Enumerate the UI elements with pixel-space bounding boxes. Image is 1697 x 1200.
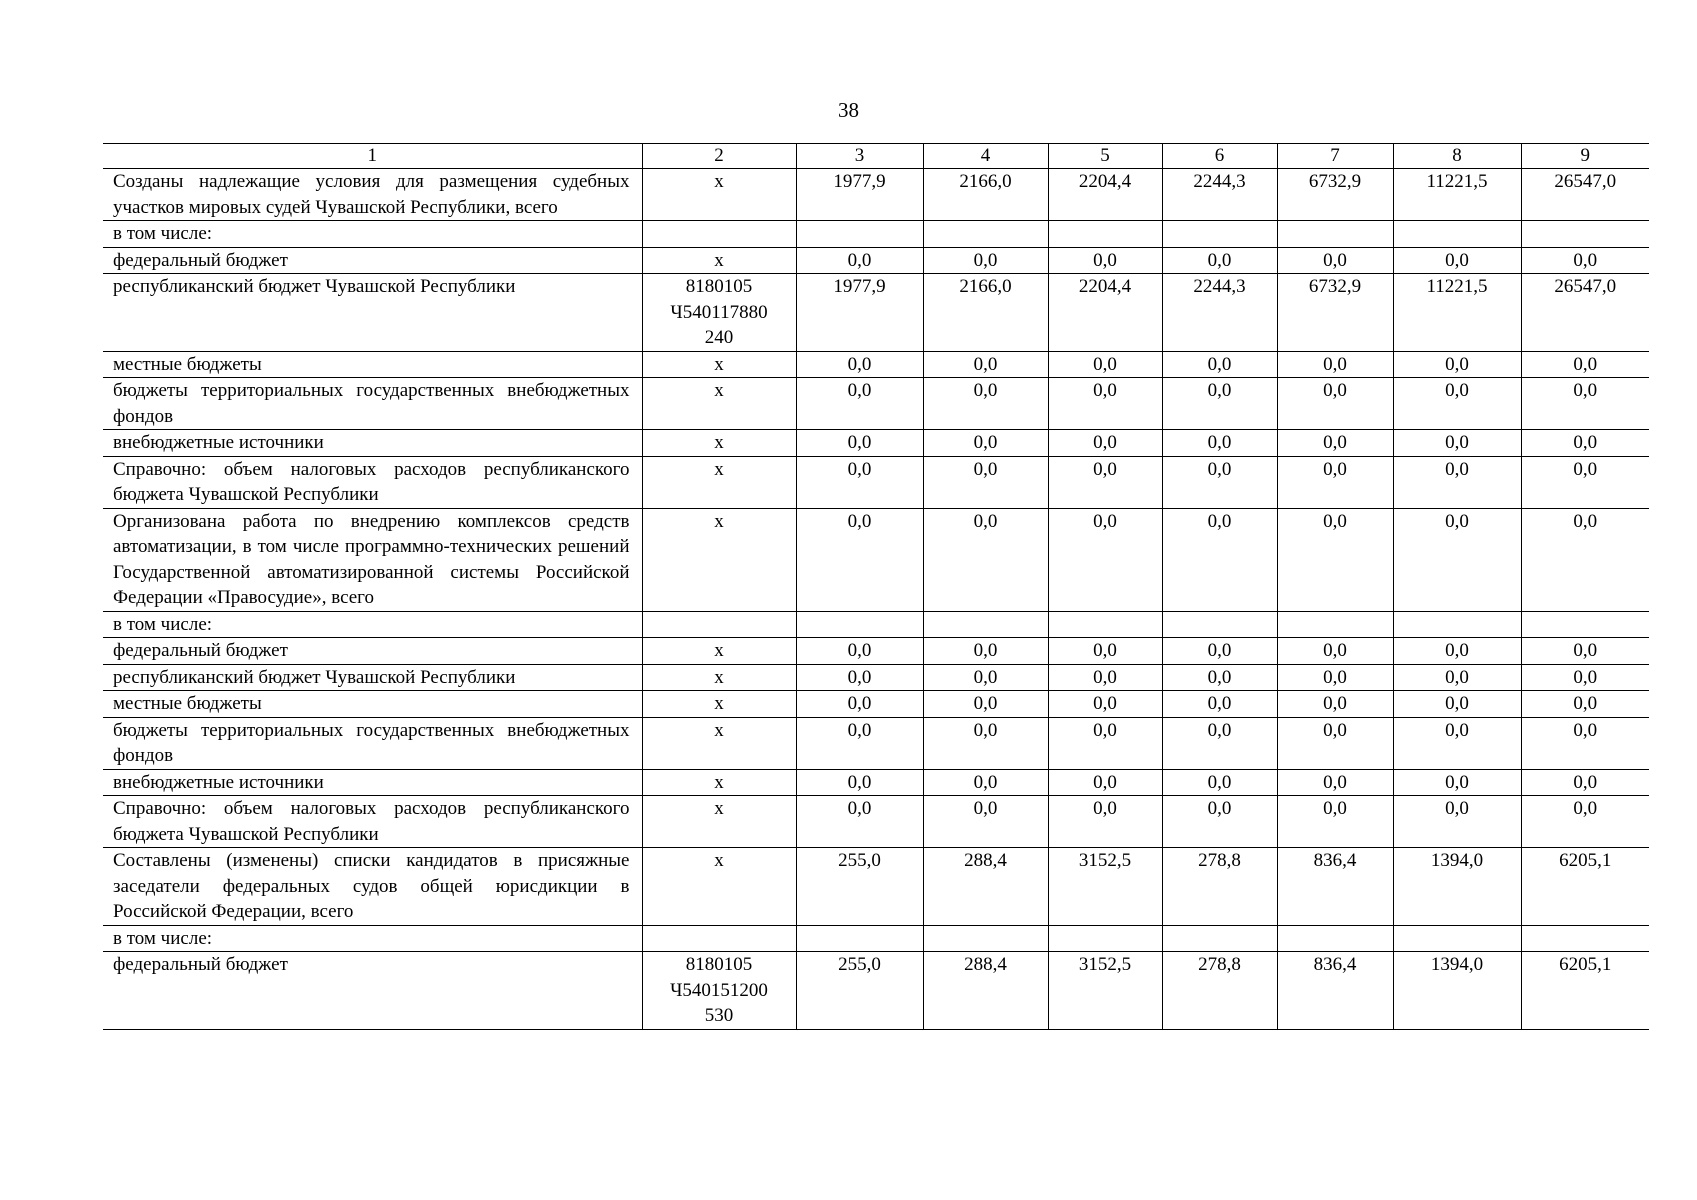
column-number-8: 8	[1393, 144, 1521, 169]
value-cell: 2166,0	[923, 274, 1048, 352]
value-cell: 0,0	[796, 691, 923, 718]
budget-classification-code: х	[642, 717, 796, 769]
value-cell: 0,0	[1162, 691, 1277, 718]
value-cell	[1162, 925, 1277, 952]
value-cell: 0,0	[1162, 717, 1277, 769]
budget-classification-code: 8180105 Ч540151200 530	[642, 952, 796, 1030]
budget-classification-code	[642, 221, 796, 248]
budget-classification-code: х	[642, 456, 796, 508]
value-cell: 2204,4	[1048, 169, 1162, 221]
table-row	[103, 456, 1649, 508]
value-cell	[1048, 221, 1162, 248]
value-cell	[1393, 221, 1521, 248]
value-cell: 0,0	[1162, 247, 1277, 274]
value-cell	[796, 221, 923, 248]
value-cell: 0,0	[1162, 664, 1277, 691]
value-cell: 2204,4	[1048, 274, 1162, 352]
value-cell: 0,0	[923, 796, 1048, 848]
value-cell: 0,0	[923, 508, 1048, 611]
row-label: Справочно: объем налоговых расходов республиканского бюджета Чувашской Республики	[103, 796, 642, 848]
value-cell: 0,0	[1277, 351, 1393, 378]
value-cell: 0,0	[923, 638, 1048, 665]
row-label: бюджеты территориальных государственных внебюджетных фондов	[103, 717, 642, 769]
value-cell: 1394,0	[1393, 848, 1521, 926]
value-cell: 0,0	[1277, 638, 1393, 665]
row-label: Составлены (изменены) списки кандидатов в присяжные заседатели федеральных судов общей юрисдикции в Российской Федерации, всего	[103, 848, 642, 926]
value-cell: 6732,9	[1277, 169, 1393, 221]
value-cell: 6205,1	[1521, 952, 1649, 1030]
value-cell	[1277, 925, 1393, 952]
value-cell: 0,0	[1521, 717, 1649, 769]
row-label: республиканский бюджет Чувашской Республики	[103, 664, 642, 691]
value-cell: 0,0	[1277, 796, 1393, 848]
value-cell: 1977,9	[796, 274, 923, 352]
budget-classification-code: х	[642, 351, 796, 378]
table-row	[103, 638, 1649, 665]
value-cell: 0,0	[1393, 430, 1521, 457]
value-cell: 0,0	[796, 456, 923, 508]
value-cell: 288,4	[923, 848, 1048, 926]
value-cell	[1277, 221, 1393, 248]
value-cell	[1162, 221, 1277, 248]
value-cell: 0,0	[1393, 796, 1521, 848]
table-row	[103, 221, 1649, 248]
column-number-1: 1	[103, 144, 642, 169]
value-cell: 0,0	[1048, 247, 1162, 274]
value-cell: 0,0	[1162, 430, 1277, 457]
value-cell: 0,0	[1277, 456, 1393, 508]
value-cell: 0,0	[1277, 664, 1393, 691]
row-label: местные бюджеты	[103, 351, 642, 378]
row-label: федеральный бюджет	[103, 247, 642, 274]
row-label: федеральный бюджет	[103, 952, 642, 1030]
table-row	[103, 351, 1649, 378]
value-cell: 0,0	[1393, 508, 1521, 611]
value-cell	[1048, 611, 1162, 638]
value-cell: 0,0	[923, 430, 1048, 457]
value-cell: 0,0	[1162, 508, 1277, 611]
value-cell	[923, 221, 1048, 248]
value-cell: 0,0	[1393, 769, 1521, 796]
budget-classification-code: х	[642, 848, 796, 926]
row-label: местные бюджеты	[103, 691, 642, 718]
table-row	[103, 925, 1649, 952]
column-number-4: 4	[923, 144, 1048, 169]
value-cell: 0,0	[1277, 691, 1393, 718]
table-row	[103, 796, 1649, 848]
row-label: внебюджетные источники	[103, 769, 642, 796]
value-cell: 0,0	[1162, 638, 1277, 665]
budget-classification-code: х	[642, 430, 796, 457]
value-cell: 0,0	[1048, 430, 1162, 457]
value-cell: 0,0	[796, 664, 923, 691]
row-label: Созданы надлежащие условия для размещения судебных участков мировых судей Чувашской Республики, всего	[103, 169, 642, 221]
row-label: в том числе:	[103, 221, 642, 248]
table-row	[103, 848, 1649, 926]
budget-classification-code: х	[642, 378, 796, 430]
value-cell: 255,0	[796, 848, 923, 926]
value-cell: 0,0	[796, 508, 923, 611]
table-row	[103, 952, 1649, 1030]
value-cell: 0,0	[796, 351, 923, 378]
column-number-3: 3	[796, 144, 923, 169]
budget-classification-code: х	[642, 247, 796, 274]
value-cell: 0,0	[1393, 717, 1521, 769]
value-cell: 0,0	[1521, 378, 1649, 430]
value-cell: 0,0	[796, 796, 923, 848]
column-number-9: 9	[1521, 144, 1649, 169]
value-cell: 0,0	[1521, 456, 1649, 508]
value-cell: 0,0	[1162, 351, 1277, 378]
value-cell: 0,0	[1048, 691, 1162, 718]
value-cell: 1394,0	[1393, 952, 1521, 1030]
value-cell: 0,0	[1521, 664, 1649, 691]
column-number-5: 5	[1048, 144, 1162, 169]
value-cell: 0,0	[1162, 769, 1277, 796]
value-cell: 0,0	[1393, 456, 1521, 508]
value-cell: 0,0	[1521, 638, 1649, 665]
value-cell: 0,0	[923, 664, 1048, 691]
value-cell: 0,0	[923, 717, 1048, 769]
value-cell: 0,0	[923, 351, 1048, 378]
value-cell: 0,0	[923, 691, 1048, 718]
value-cell	[1162, 611, 1277, 638]
value-cell: 0,0	[1521, 430, 1649, 457]
table-row	[103, 508, 1649, 611]
value-cell: 0,0	[923, 247, 1048, 274]
row-label: Справочно: объем налоговых расходов республиканского бюджета Чувашской Республики	[103, 456, 642, 508]
value-cell: 278,8	[1162, 848, 1277, 926]
budget-classification-code: х	[642, 769, 796, 796]
value-cell: 0,0	[1393, 247, 1521, 274]
row-label: внебюджетные источники	[103, 430, 642, 457]
value-cell: 0,0	[1277, 378, 1393, 430]
value-cell: 0,0	[923, 769, 1048, 796]
value-cell	[1521, 611, 1649, 638]
table-row	[103, 611, 1649, 638]
value-cell: 288,4	[923, 952, 1048, 1030]
value-cell: 0,0	[796, 769, 923, 796]
table-row	[103, 378, 1649, 430]
value-cell: 0,0	[1277, 247, 1393, 274]
value-cell: 0,0	[1393, 378, 1521, 430]
row-label: федеральный бюджет	[103, 638, 642, 665]
budget-classification-code: х	[642, 169, 796, 221]
value-cell: 0,0	[1048, 508, 1162, 611]
budget-classification-code: х	[642, 664, 796, 691]
value-cell: 0,0	[1393, 691, 1521, 718]
value-cell: 0,0	[1162, 378, 1277, 430]
value-cell	[1277, 611, 1393, 638]
table-row	[103, 717, 1649, 769]
value-cell: 0,0	[1048, 638, 1162, 665]
value-cell: 0,0	[1277, 769, 1393, 796]
value-cell: 0,0	[796, 717, 923, 769]
value-cell: 0,0	[1048, 717, 1162, 769]
value-cell: 0,0	[1277, 717, 1393, 769]
value-cell: 6205,1	[1521, 848, 1649, 926]
value-cell: 0,0	[1162, 456, 1277, 508]
value-cell	[1393, 611, 1521, 638]
value-cell: 0,0	[796, 638, 923, 665]
value-cell	[1521, 925, 1649, 952]
value-cell	[923, 925, 1048, 952]
value-cell: 2244,3	[1162, 169, 1277, 221]
value-cell: 0,0	[1393, 664, 1521, 691]
table-row	[103, 430, 1649, 457]
value-cell: 0,0	[1048, 456, 1162, 508]
value-cell	[1521, 221, 1649, 248]
row-label: в том числе:	[103, 925, 642, 952]
value-cell: 0,0	[1277, 430, 1393, 457]
value-cell: 11221,5	[1393, 169, 1521, 221]
row-label: республиканский бюджет Чувашской Республики	[103, 274, 642, 352]
value-cell: 0,0	[1521, 508, 1649, 611]
row-label: в том числе:	[103, 611, 642, 638]
value-cell: 26547,0	[1521, 274, 1649, 352]
value-cell: 0,0	[1521, 351, 1649, 378]
value-cell: 0,0	[923, 456, 1048, 508]
page-number: 38	[838, 98, 859, 122]
table-row	[103, 769, 1649, 796]
budget-classification-code: 8180105 Ч540117880 240	[642, 274, 796, 352]
value-cell: 26547,0	[1521, 169, 1649, 221]
value-cell: 836,4	[1277, 848, 1393, 926]
value-cell: 0,0	[1048, 769, 1162, 796]
value-cell: 2244,3	[1162, 274, 1277, 352]
value-cell	[796, 611, 923, 638]
value-cell: 6732,9	[1277, 274, 1393, 352]
budget-classification-code: х	[642, 508, 796, 611]
value-cell: 0,0	[1048, 378, 1162, 430]
value-cell: 0,0	[1048, 796, 1162, 848]
table-row	[103, 169, 1649, 221]
value-cell: 0,0	[1048, 351, 1162, 378]
table-row	[103, 274, 1649, 352]
value-cell: 3152,5	[1048, 952, 1162, 1030]
column-number-6: 6	[1162, 144, 1277, 169]
value-cell: 0,0	[1048, 664, 1162, 691]
value-cell: 0,0	[1521, 769, 1649, 796]
table-row	[103, 247, 1649, 274]
value-cell	[1393, 925, 1521, 952]
column-number-header-row	[103, 144, 1649, 169]
budget-classification-code	[642, 611, 796, 638]
value-cell: 2166,0	[923, 169, 1048, 221]
value-cell: 278,8	[1162, 952, 1277, 1030]
value-cell: 11221,5	[1393, 274, 1521, 352]
value-cell: 0,0	[1393, 351, 1521, 378]
value-cell: 0,0	[1162, 796, 1277, 848]
value-cell: 0,0	[796, 247, 923, 274]
value-cell: 0,0	[1521, 691, 1649, 718]
table-row	[103, 691, 1649, 718]
value-cell: 0,0	[796, 378, 923, 430]
value-cell: 0,0	[1277, 508, 1393, 611]
row-label: бюджеты территориальных государственных внебюджетных фондов	[103, 378, 642, 430]
row-label: Организована работа по внедрению комплексов средств автоматизации, в том числе программно-технических решений Государственной автоматизированной системы Российской Федерации «Правосудие», всего	[103, 508, 642, 611]
value-cell	[923, 611, 1048, 638]
value-cell: 0,0	[1521, 247, 1649, 274]
column-number-7: 7	[1277, 144, 1393, 169]
budget-classification-code: х	[642, 796, 796, 848]
value-cell: 1977,9	[796, 169, 923, 221]
budget-classification-code	[642, 925, 796, 952]
value-cell: 255,0	[796, 952, 923, 1030]
value-cell: 0,0	[923, 378, 1048, 430]
table-row	[103, 664, 1649, 691]
value-cell: 836,4	[1277, 952, 1393, 1030]
value-cell: 0,0	[796, 430, 923, 457]
budget-table	[103, 143, 1649, 1030]
value-cell	[796, 925, 923, 952]
value-cell: 3152,5	[1048, 848, 1162, 926]
column-number-2: 2	[642, 144, 796, 169]
value-cell: 0,0	[1521, 796, 1649, 848]
value-cell	[1048, 925, 1162, 952]
budget-classification-code: х	[642, 691, 796, 718]
budget-classification-code: х	[642, 638, 796, 665]
value-cell: 0,0	[1393, 638, 1521, 665]
